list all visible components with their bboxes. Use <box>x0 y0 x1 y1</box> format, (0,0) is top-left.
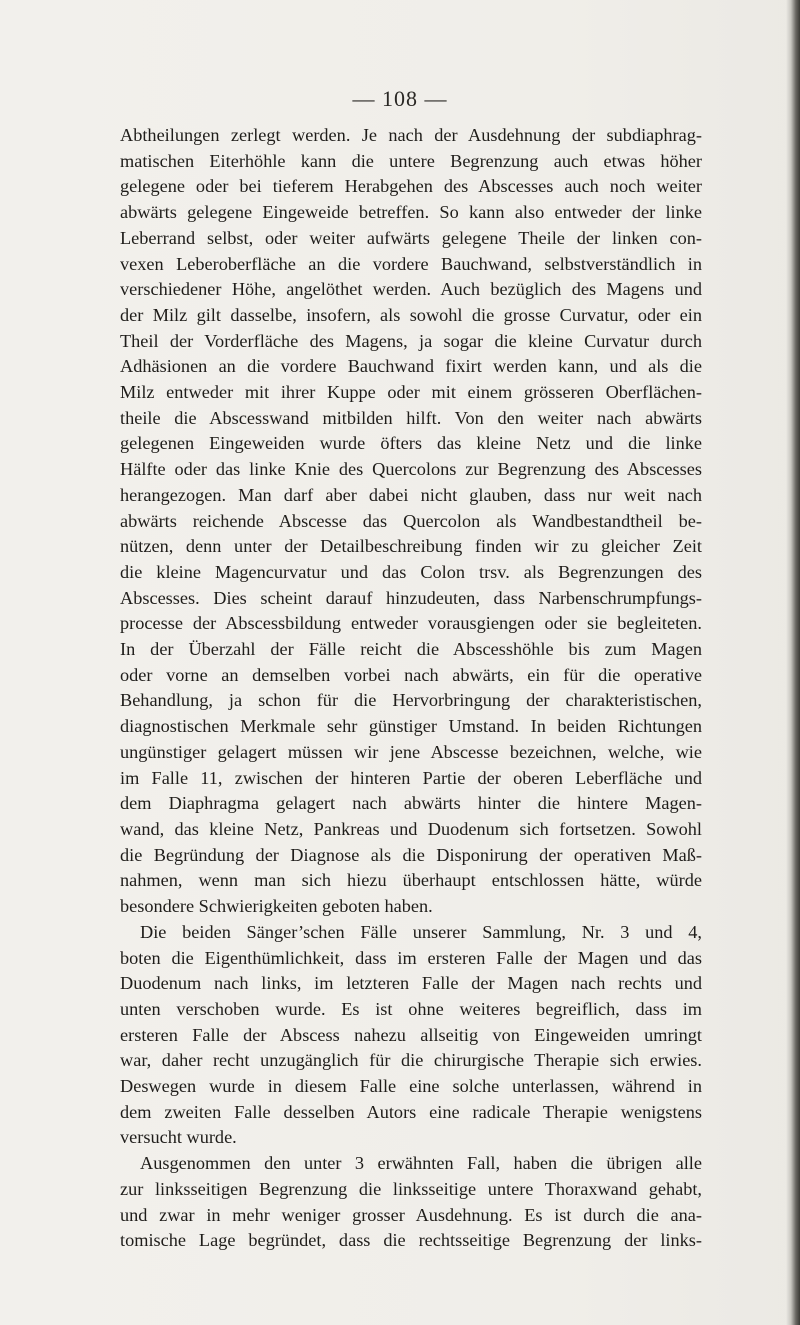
paragraph-start-line: Ausgenommen den unter 3 erwähnten Fall, haben die übrigen alle <box>140 1153 702 1174</box>
text-line: dem zweiten Falle desselben Autors eine radicale Therapie wenigstens <box>120 1101 702 1122</box>
text-line: im Falle 11, zwischen der hinteren Partie der oberen Leberfläche und <box>120 767 702 788</box>
text-line: der Milz gilt dasselbe, insofern, als sowohl die grosse Curvatur, oder ein <box>120 304 702 325</box>
text-line: herangezogen. Man darf aber dabei nicht glauben, dass nur weit nach <box>120 484 702 505</box>
text-line: nahmen, wenn man sich hiezu überhaupt entschlossen hätte, würde <box>120 870 702 891</box>
page-number: — 108 — <box>352 86 448 111</box>
text-line: gelegene oder bei tieferem Herabgehen des Abscesses auch noch weiter <box>120 176 702 197</box>
text-line: Duodenum nach links, im letzteren Falle der Magen nach rechts und <box>120 973 702 994</box>
text-line: zur linksseitigen Begrenzung die linksseitige untere Thoraxwand gehabt, <box>120 1178 702 1199</box>
page-edge-shadow <box>786 0 800 1325</box>
text-line: dem Diaphragma gelagert nach abwärts hinter die hintere Magen- <box>120 793 702 814</box>
text-line: verschiedener Höhe, angelöthet werden. Auch bezüglich des Magens und <box>120 279 702 300</box>
text-line: war, daher recht unzugänglich für die chirurgische Therapie sich erwies. <box>120 1050 702 1071</box>
text-line: die Begründung der Diagnose als die Disponirung der operativen Maß- <box>120 844 702 865</box>
text-line: oder vorne an demselben vorbei nach abwärts, ein für die operative <box>120 664 702 685</box>
text-line: matischen Eiterhöhle kann die untere Begrenzung auch etwas höher <box>120 150 702 171</box>
paragraph-start-line: Die beiden Sänger’schen Fälle unserer Sammlung, Nr. 3 und 4, <box>140 921 702 942</box>
text-line: Abscesses. Dies scheint darauf hinzudeuten, dass Narbenschrumpfungs- <box>120 587 702 608</box>
text-line: diagnostischen Merkmale sehr günstiger Umstand. In beiden Richtungen <box>120 716 702 737</box>
text-line: abwärts reichende Abscesse das Quercolon als Wandbestandtheil be- <box>120 510 702 531</box>
text-line: In der Überzahl der Fälle reicht die Abscesshöhle bis zum Magen <box>120 639 702 660</box>
text-line: wand, das kleine Netz, Pankreas und Duodenum sich fortsetzen. Sowohl <box>120 818 702 839</box>
text-line: processe der Abscessbildung entweder vorausgiengen oder sie begleiteten. <box>120 613 702 634</box>
text-line: nützen, denn unter der Detailbeschreibung finden wir zu gleicher Zeit <box>120 536 702 557</box>
text-line: versucht wurde. <box>120 1127 237 1148</box>
text-line: Milz entweder mit ihrer Kuppe oder mit einem grösseren Oberflächen- <box>120 382 702 403</box>
text-line: theile die Abscesswand mitbilden hilft. Von den weiter nach abwärts <box>120 407 702 428</box>
text-line: Behandlung, ja schon für die Hervorbringung der charakteristischen, <box>120 690 702 711</box>
text-line: Leberrand selbst, oder weiter aufwärts gelegene Theile der linken con- <box>120 227 702 248</box>
text-line: unten verschoben wurde. Es ist ohne weiteres begreiflich, dass im <box>120 998 702 1019</box>
text-line: Adhäsionen an die vordere Bauchwand fixirt werden kann, und als die <box>120 356 702 377</box>
text-line: Deswegen wurde in diesem Falle eine solche unterlassen, während in <box>120 1076 702 1097</box>
text-line: abwärts gelegene Eingeweide betreffen. So kann also entweder der linke <box>120 202 702 223</box>
text-line: Hälfte oder das linke Knie des Quercolons zur Begrenzung des Abscesses <box>120 459 702 480</box>
text-line: ersteren Falle der Abscess nahezu allseitig von Eingeweiden umringt <box>120 1024 702 1045</box>
text-line: tomische Lage begründet, dass die rechtsseitige Begrenzung der links- <box>120 1230 702 1251</box>
body-text <box>120 123 702 1254</box>
text-line: vexen Leberoberfläche an die vordere Bauchwand, selbstverständlich in <box>120 253 702 274</box>
text-line: Abtheilungen zerlegt werden. Je nach der Ausdehnung der subdiaphrag- <box>120 125 702 145</box>
text-line: ungünstiger gelagert müssen wir jene Abscesse bezeichnen, welche, wie <box>120 741 702 762</box>
text-line: besondere Schwierigkeiten geboten haben. <box>120 896 433 917</box>
text-line: die kleine Magencurvatur und das Colon trsv. als Begrenzungen des <box>120 561 702 582</box>
text-line: gelegenen Eingeweiden wurde öfters das kleine Netz und die linke <box>120 433 702 454</box>
text-line: boten die Eigenthümlichkeit, dass im ersteren Falle der Magen und das <box>120 947 702 968</box>
text-line: Theil der Vorderfläche des Magens, ja sogar die kleine Curvatur durch <box>120 330 702 351</box>
text-line: und zwar in mehr weniger grosser Ausdehnung. Es ist durch die ana- <box>120 1204 702 1225</box>
